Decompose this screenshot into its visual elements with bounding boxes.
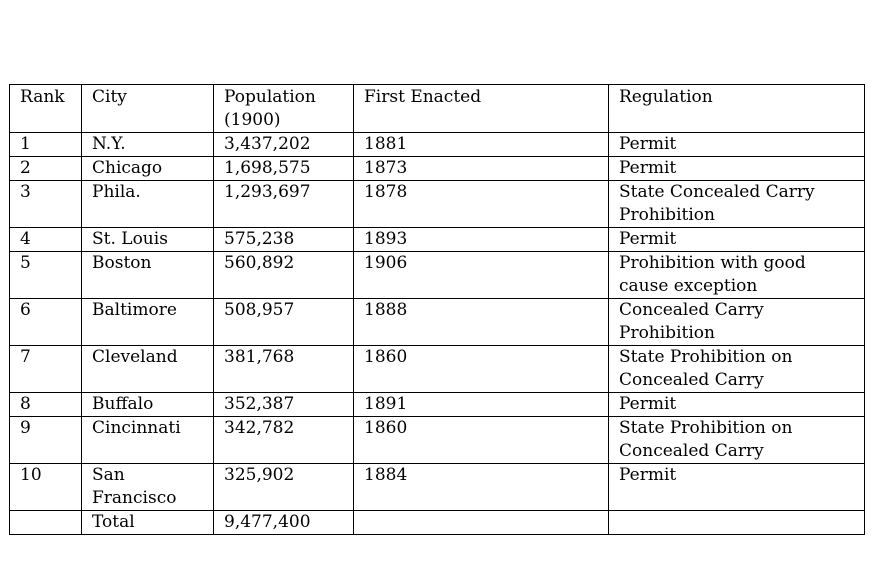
total-rank-cell	[10, 511, 82, 535]
first-enacted-cell: 1873	[354, 157, 609, 181]
total-regulation-cell	[609, 511, 865, 535]
header-population: Population (1900)	[214, 85, 354, 133]
table-row	[10, 299, 865, 346]
rank-cell: 9	[10, 417, 82, 464]
header-first-enacted: First Enacted	[354, 85, 609, 133]
city-cell: Phila.	[82, 181, 214, 228]
population-cell: 352,387	[214, 393, 354, 417]
regulation-cell: State Concealed Carry Prohibition	[609, 181, 865, 228]
rank-cell: 3	[10, 181, 82, 228]
header-city: City	[82, 85, 214, 133]
header-rank: Rank	[10, 85, 82, 133]
total-population-cell: 9,477,400	[214, 511, 354, 535]
city-regulation-table	[9, 84, 865, 535]
city-cell: Boston	[82, 252, 214, 299]
regulation-cell: Permit	[609, 393, 865, 417]
regulation-cell: Permit	[609, 133, 865, 157]
total-row	[10, 511, 865, 535]
first-enacted-cell: 1884	[354, 464, 609, 511]
rank-cell: 6	[10, 299, 82, 346]
table-row	[10, 157, 865, 181]
city-cell: Buffalo	[82, 393, 214, 417]
first-enacted-cell: 1888	[354, 299, 609, 346]
population-cell: 1,293,697	[214, 181, 354, 228]
city-cell: N.Y.	[82, 133, 214, 157]
population-cell: 325,902	[214, 464, 354, 511]
regulation-cell: Permit	[609, 464, 865, 511]
regulation-cell: Permit	[609, 157, 865, 181]
population-cell: 575,238	[214, 228, 354, 252]
total-label-cell: Total	[82, 511, 214, 535]
table-row	[10, 393, 865, 417]
rank-cell: 4	[10, 228, 82, 252]
population-cell: 1,698,575	[214, 157, 354, 181]
first-enacted-cell: 1860	[354, 346, 609, 393]
population-cell: 381,768	[214, 346, 354, 393]
city-cell: St. Louis	[82, 228, 214, 252]
rank-cell: 1	[10, 133, 82, 157]
table-row	[10, 417, 865, 464]
first-enacted-cell: 1881	[354, 133, 609, 157]
total-first-enacted-cell	[354, 511, 609, 535]
rank-cell: 5	[10, 252, 82, 299]
table-row	[10, 228, 865, 252]
first-enacted-cell: 1893	[354, 228, 609, 252]
city-cell: Cincinnati	[82, 417, 214, 464]
population-cell: 342,782	[214, 417, 354, 464]
population-cell: 508,957	[214, 299, 354, 346]
regulation-cell: Prohibition with good cause exception	[609, 252, 865, 299]
population-cell: 560,892	[214, 252, 354, 299]
header-regulation: Regulation	[609, 85, 865, 133]
regulation-cell: State Prohibition on Concealed Carry	[609, 417, 865, 464]
header-row	[10, 85, 865, 133]
first-enacted-cell: 1860	[354, 417, 609, 464]
first-enacted-cell: 1891	[354, 393, 609, 417]
rank-cell: 8	[10, 393, 82, 417]
regulation-cell: Concealed Carry Prohibition	[609, 299, 865, 346]
city-cell: Baltimore	[82, 299, 214, 346]
table-row	[10, 464, 865, 511]
regulation-cell: State Prohibition on Concealed Carry	[609, 346, 865, 393]
table-row	[10, 181, 865, 228]
table-row	[10, 346, 865, 393]
table-row	[10, 252, 865, 299]
rank-cell: 2	[10, 157, 82, 181]
rank-cell: 10	[10, 464, 82, 511]
population-cell: 3,437,202	[214, 133, 354, 157]
city-cell: Cleveland	[82, 346, 214, 393]
rank-cell: 7	[10, 346, 82, 393]
table-row	[10, 133, 865, 157]
first-enacted-cell: 1878	[354, 181, 609, 228]
city-cell: Chicago	[82, 157, 214, 181]
first-enacted-cell: 1906	[354, 252, 609, 299]
city-cell: San Francisco	[82, 464, 214, 511]
regulation-cell: Permit	[609, 228, 865, 252]
